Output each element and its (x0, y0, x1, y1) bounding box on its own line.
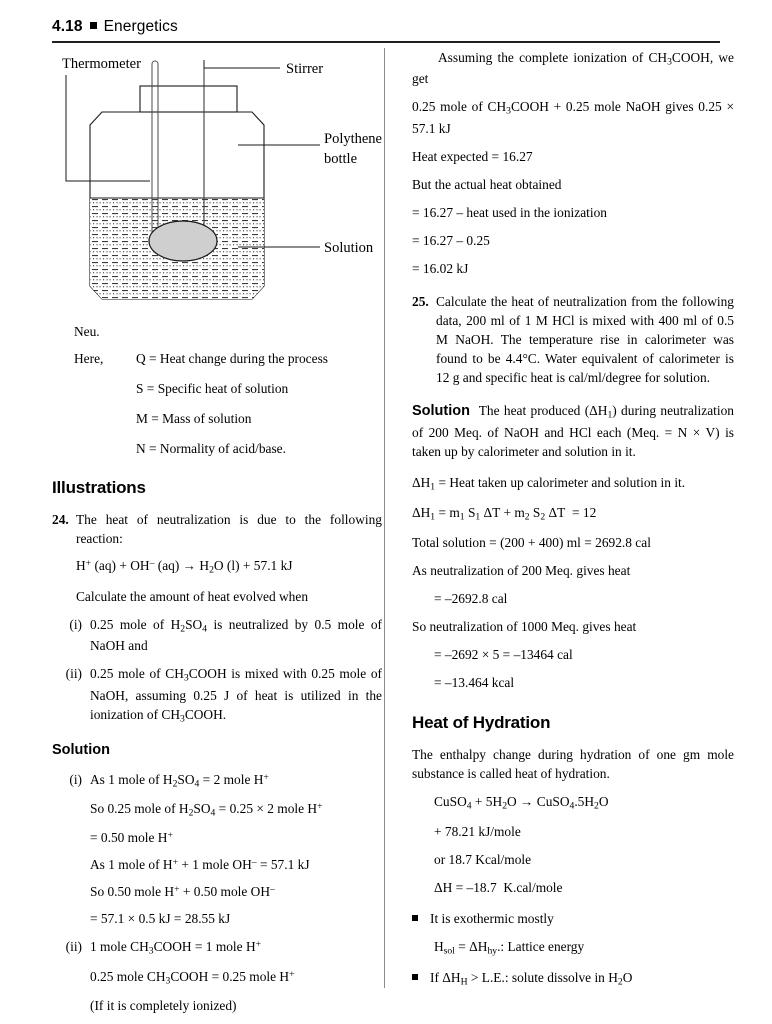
definition-m: M = Mass of solution (136, 411, 252, 427)
solution-i-line-4: As 1 mole of H+ + 1 mole OH– = 57.1 kJ (90, 857, 310, 873)
definition-row-n (52, 439, 382, 458)
solution-part-ii (52, 937, 382, 1015)
result-kcal: = –13.464 kcal (434, 675, 515, 691)
neu-text: Neu. (74, 324, 100, 339)
item-24-sub-i-text: 0.25 mole of $H_2SO_4$ is neutralized by 0.5 mole of NaOH and (90, 616, 382, 654)
figure-label-polythene-1: Polythene (324, 131, 382, 147)
figure-label-thermometer: Thermometer (62, 56, 141, 72)
item-24-intro: The heat of neutralization is due to the following reaction: (76, 512, 382, 547)
hydration-paragraph: The enthalpy change during hydration of one gm mole substance is called heat of hydration. (412, 746, 734, 781)
delta-h-equation: $\Delta H_1 = m_1$ $S_1$ $\Delta T + m_2$ $S_2$ ΔT = 12 (412, 504, 597, 523)
bullet-text-solute-dissolve: If $\Delta H_H > L.E$.: solute dissolve in $H_2O$ (430, 969, 633, 988)
result-200-meq: = –2692.8 cal (434, 591, 508, 607)
figure-label-stirrer: Stirrer (286, 61, 324, 77)
result-1000-meq: = –2692 × 5 = –13464 cal (434, 647, 573, 663)
item-24-sub-i-marker: (i) (69, 616, 82, 632)
eq-025-mole: 0.25 mole of $CH_3COOH + 0.25$ mole NaOH gives 0.25 × 57.1 kJ (412, 99, 734, 136)
solution-part-i-marker: (i) (69, 771, 82, 787)
total-solution-line: Total solution = (200 + 400) ml = 2692.8 cal (412, 535, 651, 551)
solution-inline-paragraph: Solution The heat produced $(\Delta H_1)$ during neutralization of 200 Meq. of NaOH and HCl each (Meq. = N × V) is taken up by calorimeter and solution in it. (412, 403, 734, 459)
solution-heading-left: Solution (52, 741, 110, 758)
solution-ii-line-3: (If it is completely ionized) (90, 998, 237, 1014)
here-label: Here, (74, 351, 104, 367)
definition-row-s (52, 379, 382, 398)
solution-part-i (52, 770, 382, 929)
illustration-item-24 (52, 510, 382, 605)
definition-n: N = Normality of acid/base. (136, 441, 286, 457)
item-25-number: 25. (412, 293, 429, 309)
item-24-sub-i (52, 615, 382, 655)
solution-i-line-2: So 0.25 mole of $H_2SO_4 = 0.25 \times 2$ mole H+ (90, 800, 323, 819)
bullet-item-exothermic (412, 909, 734, 928)
item-24-sub-ii-marker: (ii) (65, 666, 82, 682)
solution-i-line-5: So 0.50 mole H+ + 0.50 mole OH– (90, 884, 275, 900)
figure-label-solution: Solution (324, 240, 374, 256)
definition-q-value: = Heat change during the process (149, 351, 328, 367)
black-square-icon (90, 22, 97, 29)
illustrations-heading: Illustrations (52, 478, 146, 498)
delta-h-definition: $\Delta H_1$ = Heat taken up calorimeter and solution in it. (412, 474, 686, 493)
assuming-paragraph: Assuming the complete ionization of $CH_3COOH$, we get (412, 50, 734, 87)
lattice-energy-line: $H_{sol} = \Delta H_{hy}$.: Lattice energy (434, 939, 585, 957)
here-definition-row (52, 349, 382, 368)
item-24-calc-line: Calculate the amount of heat evolved when (76, 588, 309, 604)
calc-line-3: = 16.02 kJ (412, 260, 469, 276)
hydration-kj-line: + 78.21 kJ/mole (434, 824, 521, 840)
calorimeter-figure (52, 50, 388, 322)
bullet-item-solute-dissolve (412, 968, 734, 989)
folio-number: 4.18 (52, 18, 83, 35)
solution-i-line-1: As 1 mole of $H_2SO_4 = 2$ mole H+ (90, 771, 269, 790)
item-24-equation: H+ (aq) + OH– $(aq) \to H_2O$ (l) + 57.1 kJ (76, 558, 293, 577)
definition-s: S = Specific heat of solution (136, 381, 289, 397)
header-rule (52, 41, 720, 43)
but-actual-heat: But the actual heat obtained (412, 176, 562, 192)
illustration-item-25 (412, 292, 734, 387)
hydration-delta-h-line: ΔH = –18.7 K.cal/mole (434, 880, 563, 896)
calc-line-1: = 16.27 – heat used in the ionization (412, 204, 607, 220)
heat-expected: Heat expected = 16.27 (412, 148, 533, 164)
heat-of-hydration-heading: Heat of Hydration (412, 712, 551, 732)
bullet-square-icon (412, 909, 430, 928)
solution-inline-heading: Solution (412, 403, 470, 420)
solution-i-line-3: = 0.50 mole H+ (90, 830, 173, 846)
definition-row-m (52, 409, 382, 428)
hydration-kcal-line: or 18.7 Kcal/mole (434, 852, 532, 868)
calorimeter-svg (52, 50, 388, 322)
item-24-sub-ii-text: 0.25 mole of $CH_3COOH$ is mixed with 0.25 mole of NaOH, assuming 0.25 J of heat is utilized in the ionization of $CH_3COOH$. (90, 666, 382, 725)
item-24-number: 24. (52, 512, 69, 528)
left-column (52, 322, 382, 1024)
solution-part-ii-marker: (ii) (65, 939, 82, 955)
bullet-text-exothermic: It is exothermic mostly (430, 911, 554, 927)
so-neutralization-1000: So neutralization of 1000 Meq. gives heat (412, 619, 637, 635)
solution-i-line-6: = 57.1 × 0.5 kJ = 28.55 kJ (90, 911, 231, 927)
as-neutralization-200: As neutralization of 200 Meq. gives heat (412, 563, 631, 579)
right-column (412, 48, 734, 998)
definition-q-key: Q (136, 351, 146, 367)
bullet-square-icon-2 (412, 968, 430, 989)
solution-ii-line-2: 0.25 mole $CH_3COOH = 0.25$ mole H+ (90, 968, 295, 987)
definition-q (136, 349, 382, 368)
calc-line-2: = 16.27 – 0.25 (412, 232, 490, 248)
hydration-equation: CuSO$_4$ + $5H_2O$ → $CuSO_4.5H_2O$ (434, 793, 609, 812)
figure-label-polythene-2: bottle (324, 151, 358, 167)
solution-ii-line-1: 1 mole $CH_3COOH = 1$ mole H+ (90, 939, 262, 958)
item-24-sub-ii (52, 664, 382, 726)
item-25-text: Calculate the heat of neutralization from the following data, 200 ml of 1 M HCl is mixed with 400 ml of 0.5 M NaOH. The temperature rise in calorimeter was found to be 4.4°C. Water equivalent of calorimeter is 12 g and specific heat is cal/ml/degree for solution. (436, 293, 734, 386)
running-head-title: Energetics (103, 18, 178, 35)
